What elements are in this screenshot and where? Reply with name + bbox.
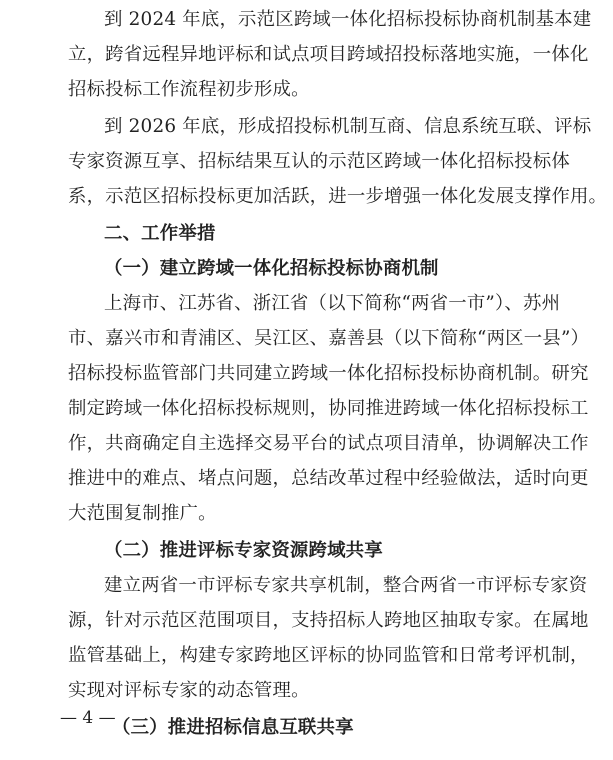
- paragraph-line: 招标投标监管部门共同建立跨域一体化招标投标协商机制。研究: [68, 363, 589, 384]
- paragraph-line: 建立两省一市评标专家共享机制，整合两省一市评标专家资: [104, 575, 588, 596]
- paragraph-line: 上海市、江苏省、浙江省（以下简称“两省一市”）、苏州: [104, 293, 561, 314]
- paragraph-line: 大范围复制推广。: [68, 503, 217, 524]
- paragraph-line: 推进中的难点、堵点问题，总结改革过程中经验做法，适时向更: [68, 468, 589, 489]
- page-number: — 4 —: [60, 708, 116, 728]
- subsection-heading: （一）建立跨域一体化招标投标协商机制: [104, 258, 439, 279]
- subsection-heading: （三）推进招标信息互联共享: [112, 717, 354, 738]
- paragraph-line: 实现对评标专家的动态管理。: [68, 680, 310, 701]
- paragraph-line: 监管基础上，构建专家跨地区评标的协同监管和日常考评机制，: [68, 645, 589, 666]
- paragraph-line: 专家资源互享、招标结果互认的示范区跨域一体化招标投标体: [68, 151, 570, 172]
- subsection-heading: （二）推进评标专家资源跨域共享: [104, 540, 383, 561]
- paragraph-line: 系，示范区招标投标更加活跃，进一步增强一体化发展支撑作用。: [68, 186, 608, 207]
- paragraph-line: 市、嘉兴市和青浦区、吴江区、嘉善县（以下简称“两区一县”）: [68, 328, 590, 349]
- paragraph-line: 立，跨省远程异地评标和试点项目跨域招投标落地实施，一体化: [68, 44, 589, 65]
- paragraph-line: 到 2024 年底，示范区跨域一体化招标投标协商机制基本建: [104, 9, 592, 30]
- paragraph-line: 招标投标工作流程初步形成。: [68, 79, 310, 100]
- paragraph-line: 作，共商确定自主选择交易平台的试点项目清单，协调解决工作: [68, 433, 589, 454]
- paragraph-line: 到 2026 年底，形成招投标机制互商、信息系统互联、评标: [104, 116, 592, 137]
- section-heading: 二、工作举措: [104, 223, 216, 244]
- paragraph-line: 制定跨域一体化招标投标规则，协同推进跨域一体化招标投标工: [68, 398, 589, 419]
- paragraph-line: 源，针对示范区范围项目，支持招标人跨地区抽取专家。在属地: [68, 610, 589, 631]
